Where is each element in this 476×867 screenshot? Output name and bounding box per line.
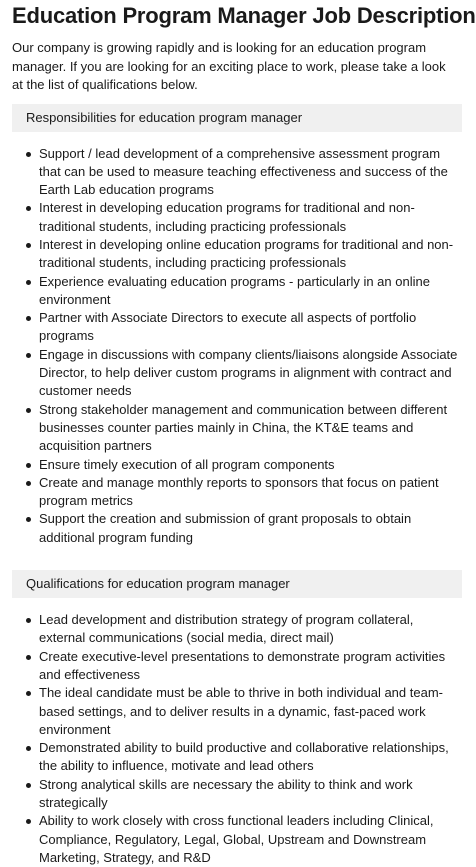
list-item-text: Partner with Associate Directors to execute all aspects of portfolio programs: [39, 310, 417, 344]
bullet-icon: [26, 655, 31, 660]
list-item: [26, 145, 462, 200]
list-item: [26, 648, 462, 685]
qualifications-list: [12, 611, 462, 867]
list-item-text: Strong stakeholder management and communication between different businesses counter parties mainly in China, the KT&E teams and acquisition partners: [39, 401, 448, 454]
list-item-text: Experience evaluating education programs - particularly in an online environment: [39, 273, 430, 307]
qualifications-header: [12, 570, 462, 598]
bullet-icon: [26, 463, 31, 468]
list-item: [26, 346, 462, 401]
list-item-text: Ability to work closely with cross functional leaders including Clinical, Compliance, Regulatory, Legal, Global, Upstream and Downstream Marketing, Strategy, and R&D: [39, 813, 434, 865]
bullet-icon: [26, 481, 31, 486]
list-item-text: Create executive-level presentations to demonstrate program activities and effectiveness: [39, 648, 446, 682]
list-item: [26, 273, 462, 310]
bullet-icon: [26, 746, 31, 751]
bullet-icon: [26, 618, 31, 623]
bullet-icon: [26, 316, 31, 321]
list-item-text: Create and manage monthly reports to sponsors that focus on patient program metrics: [39, 474, 439, 509]
list-item: [26, 611, 462, 648]
list-item: [26, 776, 462, 813]
list-item-text: Ensure timely execution of all program components: [39, 456, 335, 472]
bullet-icon: [26, 517, 31, 522]
list-item: [26, 812, 462, 867]
intro-paragraph: Our company is growing rapidly and is looking for an education program manager. If you are looking for an exciting place to work, please take a look at the list of qualifications below.: [12, 40, 446, 92]
responsibilities-header: [12, 104, 462, 132]
list-item: [26, 401, 462, 456]
bullet-icon: [26, 353, 31, 358]
list-item: [26, 510, 462, 547]
list-item-text: Demonstrated ability to build productive and collaborative relationships, the ability to influence, motivate and lead others: [39, 740, 449, 774]
list-item-text: Support / lead development of a comprehensive assessment program that can be used to measure teaching effectiveness and success of the Earth Lab education programs: [39, 145, 448, 198]
list-item-text: Lead development and distribution strategy of program collateral, external communications (social media, direct mail): [39, 612, 414, 646]
list-item: [26, 456, 462, 474]
responsibilities-list: [12, 145, 462, 548]
list-item: [26, 739, 462, 776]
list-item: [26, 236, 462, 273]
list-item-text: The ideal candidate must be able to thrive in both individual and team-based settings, and to deliver results in a dynamic, fast-paced work environment: [39, 685, 443, 737]
list-item: [26, 309, 462, 346]
qualifications-heading: Qualifications for education program manager: [26, 576, 290, 592]
bullet-icon: [26, 206, 31, 211]
bullet-icon: [26, 783, 31, 788]
bullet-icon: [26, 280, 31, 285]
list-item-text: Interest in developing education programs for traditional and non-traditional students, including practicing professionals: [39, 200, 415, 234]
page-title: Education Program Manager Job Description: [12, 3, 476, 28]
list-item-text: Engage in discussions with company clients/liaisons alongside Associate Director, to help deliver custom programs in alignment with contract and customer needs: [39, 346, 458, 399]
list-item: [26, 684, 462, 739]
bullet-icon: [26, 819, 31, 824]
list-item-text: Strong analytical skills are necessary the ability to think and work strategically: [39, 776, 413, 810]
bullet-icon: [26, 408, 31, 413]
bullet-icon: [26, 243, 31, 248]
list-item: [26, 199, 462, 236]
responsibilities-heading: Responsibilities for education program manager: [26, 109, 303, 125]
list-item-text: Support the creation and submission of grant proposals to obtain additional program funding: [39, 511, 412, 545]
bullet-icon: [26, 152, 31, 157]
list-item-text: Interest in developing online education programs for traditional and non-traditional students, including practicing professionals: [39, 236, 454, 271]
bullet-icon: [26, 691, 31, 696]
list-item: [26, 474, 462, 511]
